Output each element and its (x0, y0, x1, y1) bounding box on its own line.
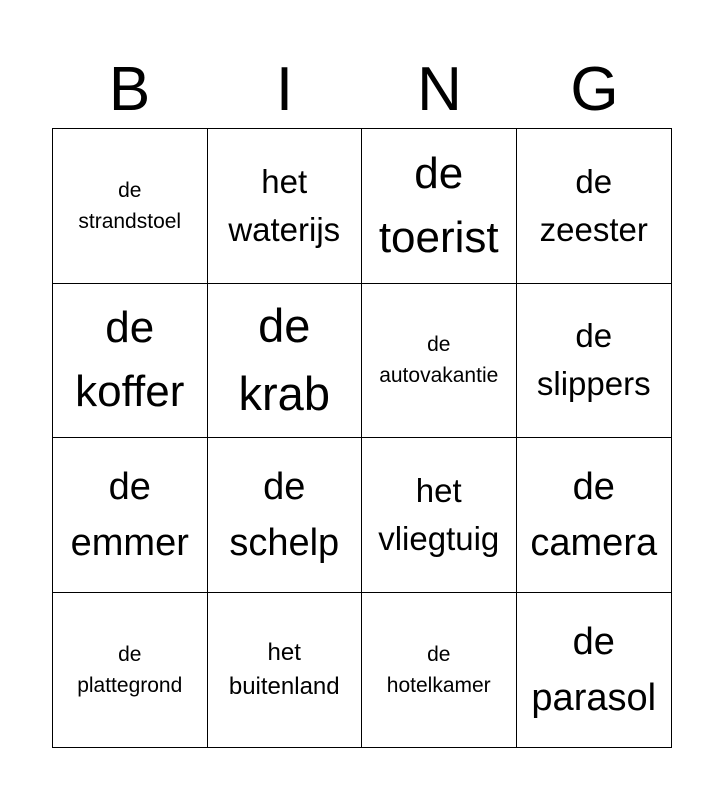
cell-text: de hotelkamer (386, 642, 491, 697)
cell-text: de strandstoel (78, 178, 182, 233)
bingo-cell[interactable] (517, 438, 672, 593)
cell-text: de krab (238, 299, 330, 421)
header-letter-g: G (570, 55, 619, 124)
bingo-cell[interactable] (53, 593, 208, 748)
header-letter-i: I (275, 55, 294, 124)
cell-text: de emmer (70, 465, 189, 564)
bingo-cell[interactable] (517, 593, 672, 748)
bingo-cell[interactable] (362, 284, 517, 439)
bingo-cell[interactable] (517, 129, 672, 284)
cell-text: de parasol (531, 620, 657, 719)
bingo-cell[interactable] (362, 129, 517, 284)
cell-text: de plattegrond (77, 642, 183, 697)
bingo-cell[interactable] (53, 129, 208, 284)
cell-text: de toerist (378, 148, 499, 262)
bingo-cell[interactable] (208, 438, 363, 593)
cell-text: het waterijs (228, 162, 341, 248)
bingo-cell[interactable] (362, 593, 517, 748)
cell-text: de slippers (536, 317, 651, 403)
bingo-grid (52, 128, 672, 748)
bingo-cell[interactable] (517, 284, 672, 439)
bingo-cell[interactable] (53, 284, 208, 439)
cell-text: de autovakantie (379, 333, 499, 388)
bingo-cell[interactable] (208, 284, 363, 439)
bingo-cell[interactable] (208, 129, 363, 284)
cell-text: de schelp (229, 465, 340, 564)
cell-text: de camera (530, 465, 658, 564)
bingo-cell[interactable] (53, 438, 208, 593)
cell-text: het vliegtuig (378, 471, 500, 557)
bingo-header (52, 52, 672, 128)
header-letter-b: B (108, 55, 151, 124)
bingo-cell[interactable] (208, 593, 363, 748)
cell-text: het buitenland (228, 638, 340, 700)
cell-text: de zeester (539, 162, 648, 248)
header-letter-n: N (417, 55, 462, 124)
bingo-cell[interactable] (362, 438, 517, 593)
cell-text: de koffer (75, 303, 185, 417)
